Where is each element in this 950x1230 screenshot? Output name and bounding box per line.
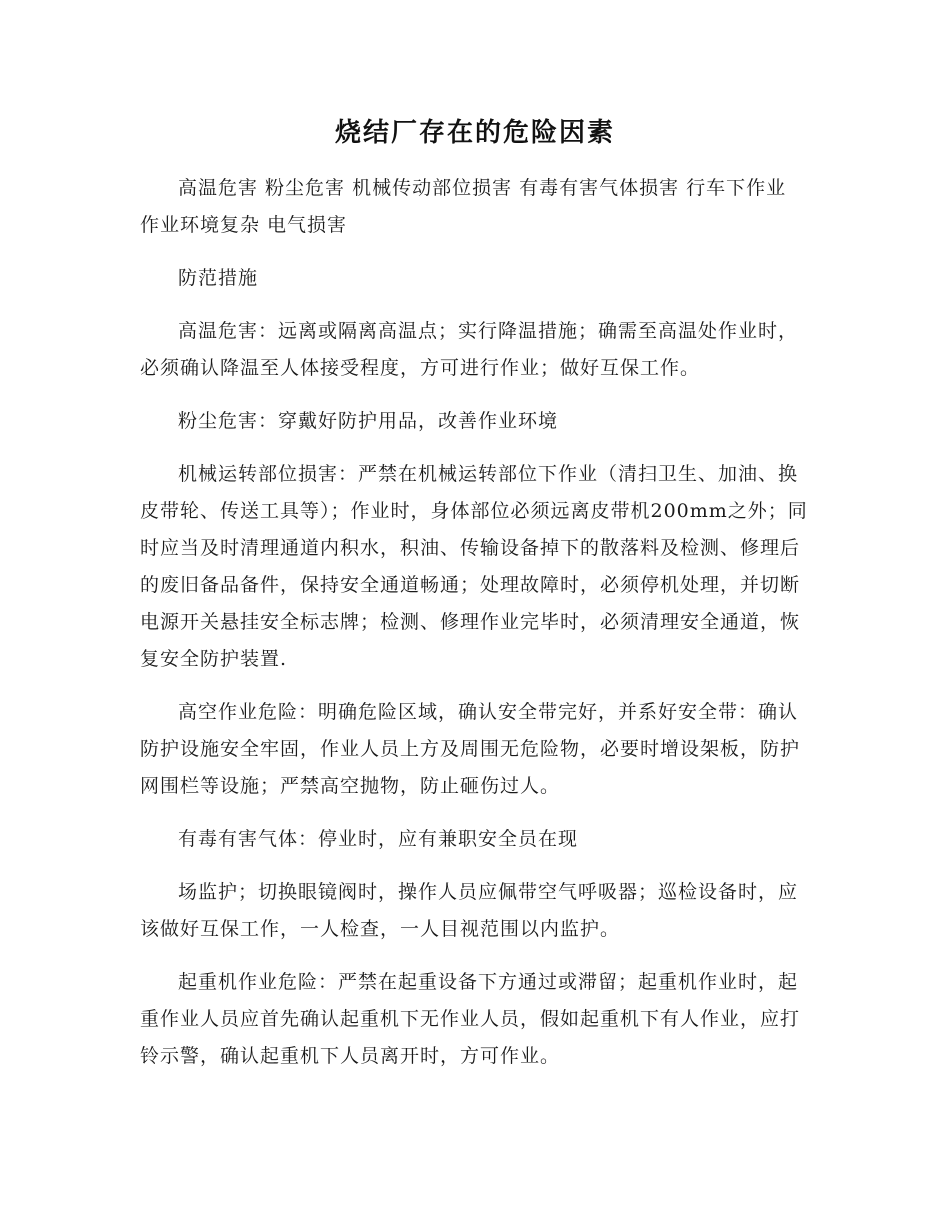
paragraph-measures-heading: 防范措施 [178,267,259,289]
paragraph-hazard-list: 高温危害 粉尘危害 机械传动部位损害 有毒有害气体损害 行车下作业 作业环境复杂 电气损害 [140,177,787,236]
paragraph-toxic-gas: 有毒有害气体：停业时，应有兼职安全员在现 [178,828,579,850]
paragraph-crane: 起重机作业危险：严禁在起重设备下方通过或滞留；起重机作业时，起重作业人员应首先确认起重机下无作业人员，假如起重机下有人作业，应打铃示警，确认起重机下人员离开时，方可作业。 [140,971,801,1067]
document-body [140,108,810,1091]
paragraph-site-supervision: 场监护；切换眼镜阀时，操作人员应佩带空气呼吸器；巡检设备时，应该做好互保工作，一人检查，一人目视范围以内监护。 [140,881,799,940]
document-title: 烧结厂存在的危险因素 [334,118,615,148]
paragraph-dust: 粉尘危害：穿戴好防护用品，改善作业环境 [178,410,559,432]
paragraph-work-at-height: 高空作业危险：明确危险区域，确认安全带完好，并系好安全带：确认防护设施安全牢固，作业人员上方及周围无危险物，必要时增设架板，防护网围栏等设施；严禁高空抛物，防止砸伤过人。 [140,701,801,797]
paragraph-high-temperature: 高温危害：远离或隔离高温点；实行降温措施；确需至高温处作业时，必须确认降温至人体接受程度，方可进行作业；做好互保工作。 [140,320,799,379]
paragraph-machinery: 机械运转部位损害：严禁在机械运转部位下作业（清扫卫生、加油、换皮带轮、传送工具等）；作业时，身体部位必须远离皮带机200mm之外；同时应当及时清理通道内积水，积油、传输设备掉下的散落料及检测、修理后的废旧备品备件，保持安全通道畅通；处理故障时，必须停机处理，并切断电源开关悬挂安全标志牌；检测、修理作业完毕时，必须清理安全通道，恢复安全防护装置. [140,463,808,670]
